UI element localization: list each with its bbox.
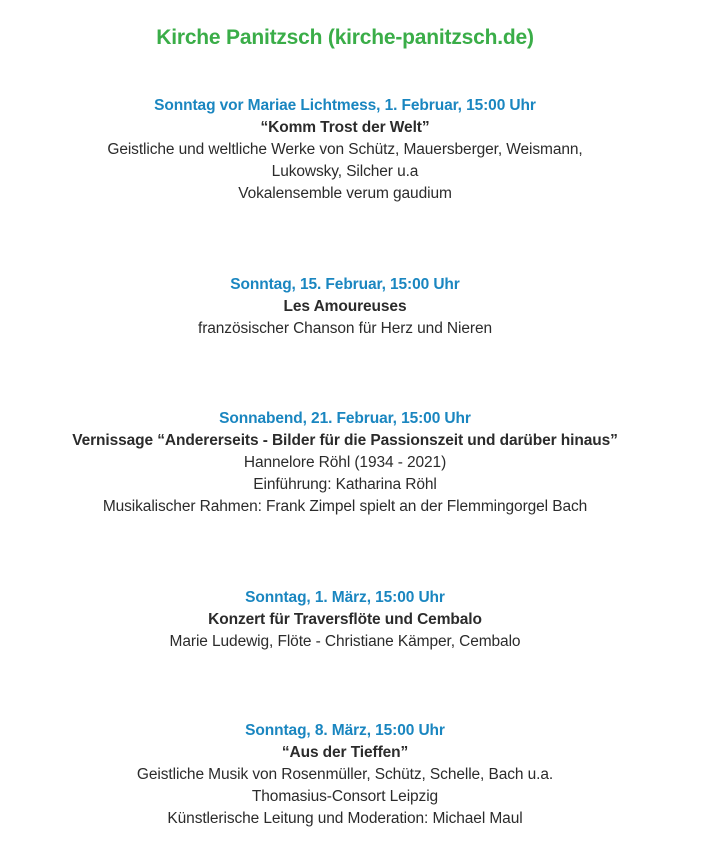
event-date: Sonntag vor Mariae Lichtmess, 1. Februar, 15:00 Uhr [154, 97, 536, 114]
event-date: Sonntag, 8. März, 15:00 Uhr [245, 722, 445, 739]
event-detail-line: Geistliche Musik von Rosenmüller, Schütz, Schelle, Bach u.a. [136, 766, 554, 783]
page-title: Kirche Panitzsch (kirche-panitzsch.de) [156, 26, 534, 49]
event-detail-line: Marie Ludewig, Flöte - Christiane Kämper, Cembalo [169, 633, 521, 650]
event-entry [0, 720, 690, 830]
event-detail-line: Einführung: Katharina Röhl [253, 476, 437, 493]
event-entry [0, 587, 690, 653]
event-detail-line: Vokalensemble verum gaudium [238, 185, 452, 202]
event-detail-line: Thomasius-Consort Leipzig [251, 788, 439, 805]
event-detail-line: Lukowsky, Silcher u.a [271, 163, 419, 180]
event-date: Sonntag, 15. Februar, 15:00 Uhr [230, 276, 460, 293]
event-headline: Konzert für Traversflöte und Cembalo [208, 611, 482, 628]
event-detail-line: Hannelore Röhl (1934 - 2021) [243, 454, 447, 471]
event-entry [0, 408, 690, 518]
event-headline: Vernissage “Andererseits - Bilder für die Passionszeit und darüber hinaus” [72, 432, 618, 449]
event-headline: “Aus der Tieffen” [281, 744, 409, 761]
event-date: Sonnabend, 21. Februar, 15:00 Uhr [219, 410, 471, 427]
event-entry [0, 274, 690, 340]
event-detail-line: Künstlerische Leitung und Moderation: Michael Maul [167, 810, 523, 827]
event-date: Sonntag, 1. März, 15:00 Uhr [245, 589, 445, 606]
event-entry [0, 95, 690, 205]
event-detail-line: Geistliche und weltliche Werke von Schütz, Mauersberger, Weismann, [107, 141, 583, 158]
event-headline: “Komm Trost der Welt” [260, 119, 430, 136]
event-detail-line: französischer Chanson für Herz und Nieren [198, 320, 492, 337]
event-detail-line: Musikalischer Rahmen: Frank Zimpel spielt an der Flemmingorgel Bach [102, 498, 588, 515]
event-headline: Les Amoureuses [283, 298, 407, 315]
